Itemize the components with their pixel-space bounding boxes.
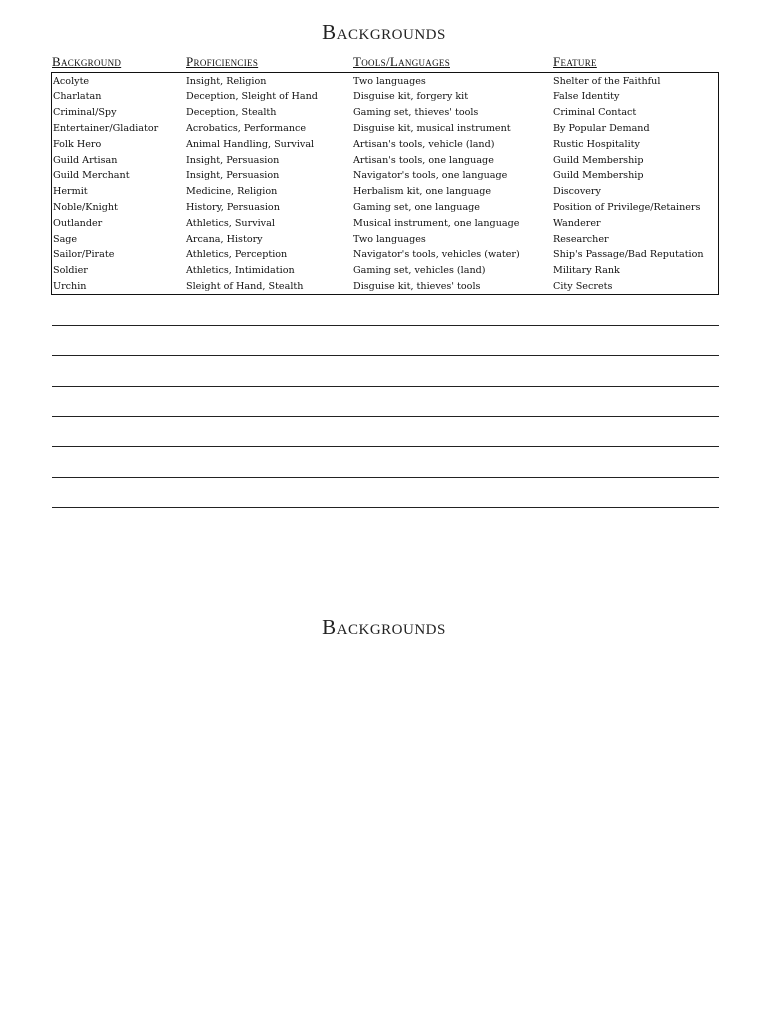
feature-cell: Researcher — [553, 233, 609, 245]
page-title-second: Backgrounds — [322, 615, 446, 639]
proficiencies-cell: Sleight of Hand, Stealth — [186, 280, 304, 292]
background-cell: Outlander — [53, 217, 103, 229]
feature-cell: Rustic Hospitality — [553, 138, 640, 150]
background-cell: Sailor/Pirate — [53, 249, 115, 261]
proficiencies-cell: Insight, Religion — [186, 75, 267, 87]
header-feature: Feature — [553, 54, 597, 69]
tools-languages-cell: Navigator's tools, vehicles (water) — [353, 249, 520, 261]
page-title: Backgrounds — [322, 20, 446, 44]
background-cell: Charlatan — [53, 91, 102, 103]
tools-languages-cell: Herbalism kit, one language — [353, 186, 492, 198]
feature-cell: Discovery — [553, 186, 601, 198]
feature-cell: Guild Membership — [553, 154, 644, 166]
background-cell: Criminal/Spy — [53, 107, 117, 119]
note-line — [52, 446, 719, 447]
feature-cell: Military Rank — [553, 265, 620, 277]
background-cell: Noble/Knight — [53, 201, 118, 213]
tools-languages-cell: Two languages — [353, 233, 426, 245]
note-line — [52, 355, 719, 356]
note-line — [52, 416, 719, 417]
proficiencies-cell: Deception, Stealth — [186, 107, 277, 119]
tools-languages-cell: Disguise kit, forgery kit — [353, 91, 469, 103]
proficiencies-cell: History, Persuasion — [186, 201, 280, 213]
proficiencies-cell: Insight, Persuasion — [186, 154, 280, 166]
proficiencies-cell: Medicine, Religion — [186, 186, 278, 198]
proficiencies-cell: Insight, Persuasion — [186, 170, 280, 182]
tools-languages-cell: Disguise kit, thieves' tools — [353, 280, 481, 292]
tools-languages-cell: Navigator's tools, one language — [353, 170, 508, 182]
background-cell: Guild Artisan — [53, 154, 118, 166]
proficiencies-cell: Animal Handling, Survival — [186, 138, 315, 150]
feature-cell: By Popular Demand — [553, 122, 650, 134]
background-cell: Guild Merchant — [53, 170, 130, 182]
tools-languages-cell: Artisan's tools, vehicle (land) — [353, 138, 495, 150]
tools-languages-cell: Artisan's tools, one language — [353, 154, 494, 166]
background-cell: Hermit — [53, 186, 88, 198]
header-background: Background — [52, 54, 122, 69]
background-cell: Entertainer/Gladiator — [53, 122, 159, 134]
background-cell: Soldier — [53, 265, 88, 277]
tools-languages-cell: Two languages — [353, 75, 426, 87]
feature-cell: Shelter of the Faithful — [553, 75, 661, 87]
feature-cell: Wanderer — [553, 217, 601, 229]
background-cell: Urchin — [53, 280, 87, 292]
tools-languages-cell: Gaming set, thieves' tools — [353, 107, 479, 119]
feature-cell: False Identity — [553, 91, 620, 103]
proficiencies-cell: Athletics, Perception — [186, 249, 288, 261]
tools-languages-cell: Gaming set, one language — [353, 201, 480, 213]
note-line — [52, 386, 719, 387]
feature-cell: Position of Privilege/Retainers — [553, 201, 701, 213]
tools-languages-cell: Musical instrument, one language — [353, 217, 520, 229]
tools-languages-cell: Disguise kit, musical instrument — [353, 122, 511, 134]
feature-cell: Guild Membership — [553, 170, 644, 182]
proficiencies-cell: Athletics, Intimidation — [186, 265, 295, 277]
background-cell: Acolyte — [53, 75, 90, 87]
feature-cell: Ship's Passage/Bad Reputation — [553, 249, 704, 261]
note-line — [52, 507, 719, 508]
header-proficiencies: Proficiencies — [186, 54, 259, 69]
note-line — [52, 325, 719, 326]
proficiencies-cell: Arcana, History — [186, 233, 263, 245]
background-cell: Sage — [53, 233, 78, 245]
tools-languages-cell: Gaming set, vehicles (land) — [353, 265, 486, 277]
proficiencies-cell: Athletics, Survival — [186, 217, 275, 229]
proficiencies-cell: Acrobatics, Performance — [186, 122, 307, 134]
feature-cell: City Secrets — [553, 280, 613, 292]
note-line — [52, 477, 719, 478]
blank-note-lines — [52, 0, 719, 1024]
header-tools-languages: Tools/Languages — [353, 54, 450, 69]
background-cell: Folk Hero — [53, 138, 102, 150]
proficiencies-cell: Deception, Sleight of Hand — [186, 91, 318, 103]
feature-cell: Criminal Contact — [553, 107, 637, 119]
